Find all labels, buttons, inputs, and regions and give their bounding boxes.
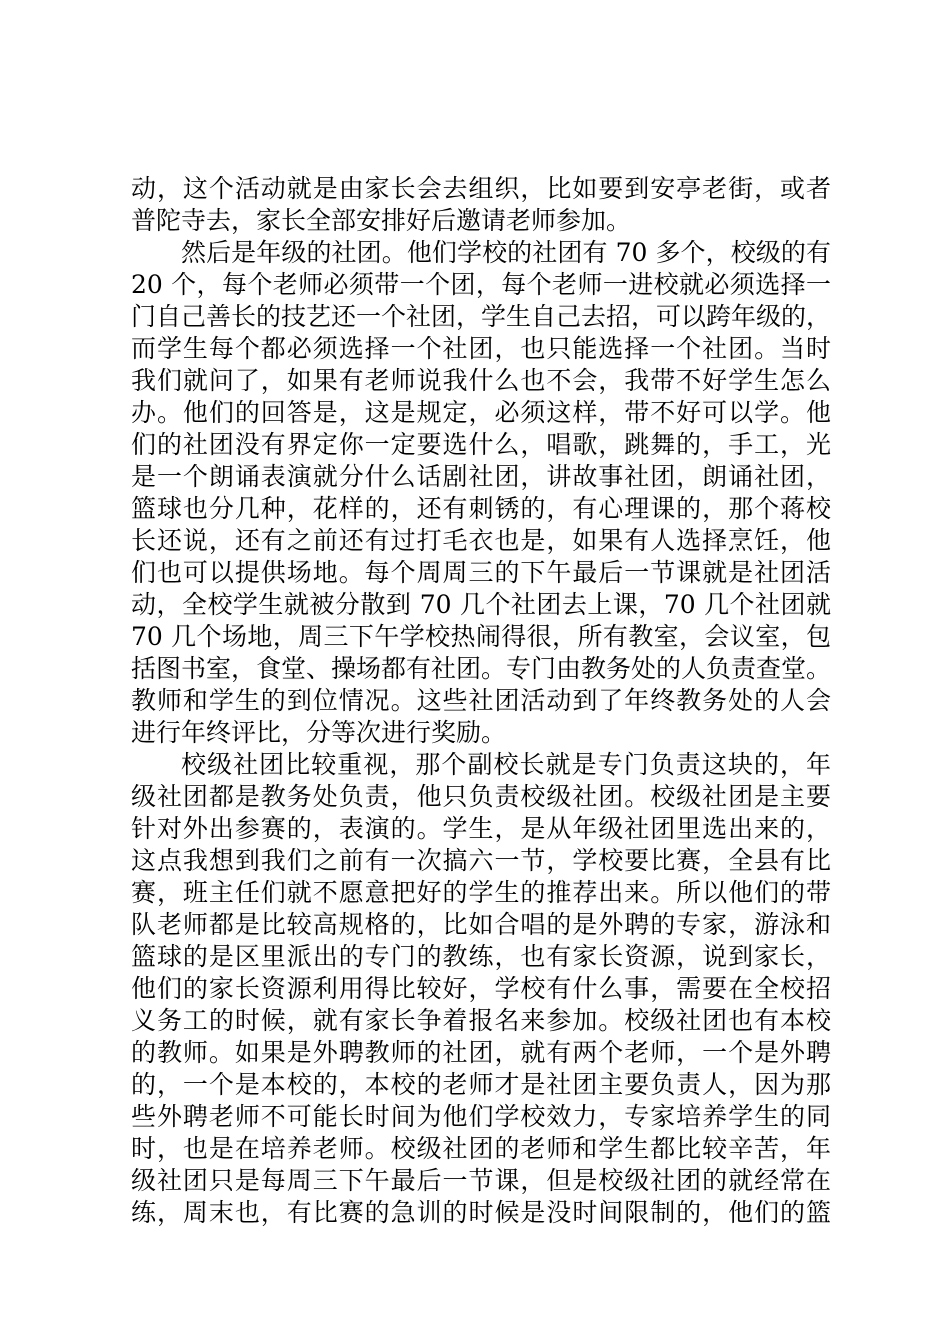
- text-line: 办。他们的回答是，这是规定，必须这样，带不好可以学。他: [131, 398, 831, 427]
- text-line: 时，也是在培养老师。校级社团的老师和学生都比较辛苦，年: [131, 1134, 831, 1163]
- text-line: 70 几个场地，周三下午学校热闹得很，所有教室，会议室，包: [131, 622, 831, 651]
- text-line: 的教师。如果是外聘教师的社团，就有两个老师，一个是外聘: [131, 1038, 831, 1067]
- paragraph-first-line: 校级社团比较重视，那个副校长就是专门负责这块的，年: [181, 750, 831, 779]
- text-line: 是一个朗诵表演就分什么话剧社团，讲故事社团，朗诵社团，: [131, 462, 831, 491]
- text-line: 篮球也分几种，花样的，还有刺锈的，有心理课的，那个蒋校: [131, 494, 831, 523]
- text-line: 动，全校学生就被分散到 70 几个社团去上课，70 几个社团就: [131, 590, 831, 619]
- text-line: 级社团只是每周三下午最后一节课，但是校级社团的就经常在: [131, 1166, 831, 1195]
- text-line: 普陀寺去，家长全部安排好后邀请老师参加。: [131, 206, 632, 235]
- text-line: 门自己善长的技艺还一个社团，学生自己去招，可以跨年级的，: [131, 302, 832, 331]
- text-line: 练，周末也，有比赛的急训的时候是没时间限制的，他们的篮: [131, 1198, 831, 1227]
- text-line: 括图书室，食堂、操场都有社团。专门由教务处的人负责查堂。: [131, 654, 832, 683]
- text-line: 进行年终评比，分等次进行奖励。: [131, 718, 507, 747]
- text-line: 级社团都是教务处负责，他只负责校级社团。校级社团是主要: [131, 782, 831, 811]
- text-line: 赛，班主任们就不愿意把好的学生的推荐出来。所以他们的带: [131, 878, 831, 907]
- text-line: 篮球的是区里派出的专门的教练，也有家长资源，说到家长，: [131, 942, 831, 971]
- text-line: 长还说，还有之前还有过打毛衣也是，如果有人选择烹饪，他: [131, 526, 831, 555]
- document-body: [131, 173, 831, 1229]
- text-line: 队老师都是比较高规格的，比如合唱的是外聘的专家，游泳和: [131, 910, 831, 939]
- text-line: 们也可以提供场地。每个周周三的下午最后一节课就是社团活: [131, 558, 831, 587]
- text-line: 些外聘老师不可能长时间为他们学校效力，专家培养学生的同: [131, 1102, 831, 1131]
- text-line: 动，这个活动就是由家长会去组织，比如要到安亭老街，或者: [131, 174, 831, 203]
- text-line: 这点我想到我们之前有一次搞六一节，学校要比赛，全县有比: [131, 846, 831, 875]
- text-line: 义务工的时候，就有家长争着报名来参加。校级社团也有本校: [131, 1006, 831, 1035]
- text-line: 他们的家长资源利用得比较好，学校有什么事，需要在全校招: [131, 974, 831, 1003]
- text-line: 的，一个是本校的，本校的老师才是社团主要负责人，因为那: [131, 1070, 831, 1099]
- text-line: 20 个，每个老师必须带一个团，每个老师一进校就必须选择一: [131, 270, 831, 299]
- text-line: 我们就问了，如果有老师说我什么也不会，我带不好学生怎么: [131, 366, 831, 395]
- text-line: 而学生每个都必须选择一个社团，也只能选择一个社团。当时: [131, 334, 831, 363]
- text-line: 教师和学生的到位情况。这些社团活动到了年终教务处的人会: [131, 686, 831, 715]
- text-line: 们的社团没有界定你一定要选什么，唱歌，跳舞的，手工，光: [131, 430, 831, 459]
- text-line: 针对外出参赛的，表演的。学生，是从年级社团里选出来的，: [131, 814, 831, 843]
- paragraph-first-line: 然后是年级的社团。他们学校的社团有 70 多个，校级的有: [181, 238, 831, 267]
